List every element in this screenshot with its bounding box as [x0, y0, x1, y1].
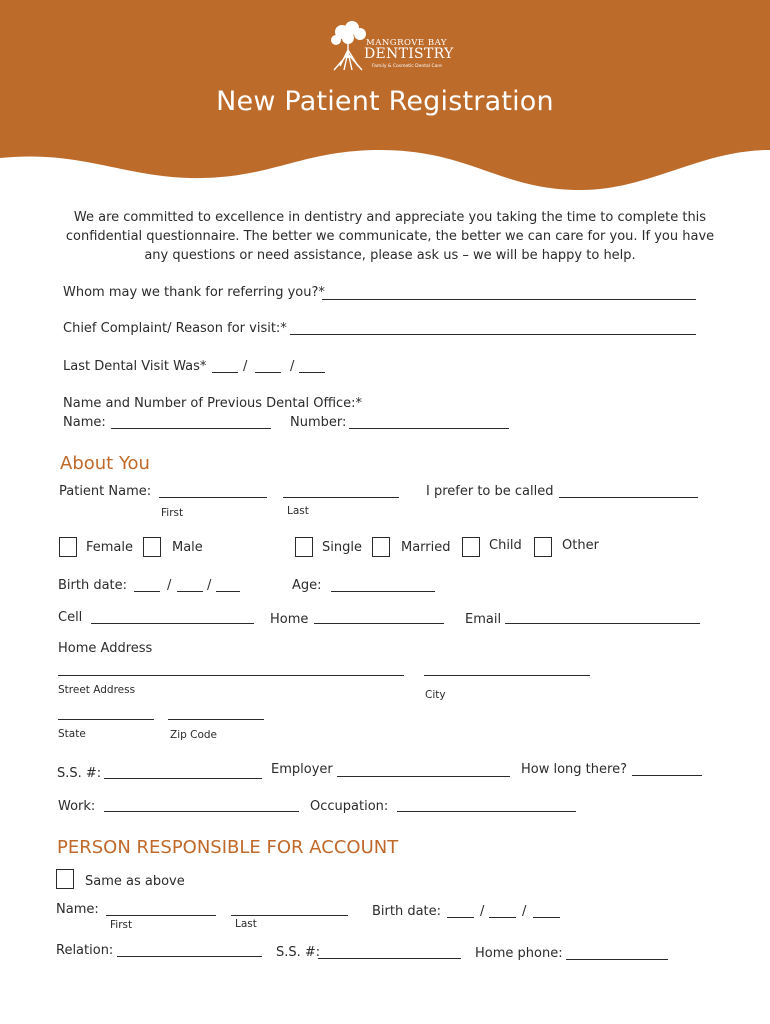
- last-visit-year-field[interactable]: [299, 372, 325, 373]
- male-checkbox[interactable]: [143, 537, 161, 557]
- first-caption: First: [110, 919, 133, 931]
- date-slash: /: [290, 359, 295, 374]
- relation-label: Relation:: [56, 943, 114, 958]
- last-visit-month-field[interactable]: [212, 372, 238, 373]
- date-slash: /: [167, 578, 172, 593]
- child-label: Child: [489, 538, 522, 553]
- date-slash: /: [480, 904, 485, 919]
- last-caption: Last: [235, 918, 257, 930]
- patient-first-name-field[interactable]: [159, 497, 267, 498]
- referral-label: Whom may we thank for referring you?*: [63, 285, 325, 300]
- responsible-name-label: Name:: [56, 902, 99, 917]
- about-you-heading: About You: [60, 453, 150, 474]
- home-address-label: Home Address: [58, 641, 153, 656]
- home-phone-field[interactable]: [314, 623, 444, 624]
- how-long-field[interactable]: [632, 775, 702, 776]
- zip-code-caption: Zip Code: [170, 729, 217, 741]
- cell-label: Cell: [58, 610, 83, 625]
- responsible-heading: PERSON RESPONSIBLE FOR ACCOUNT: [57, 837, 399, 858]
- single-checkbox[interactable]: [295, 537, 313, 557]
- ss-field[interactable]: [104, 778, 262, 779]
- referral-field[interactable]: [322, 299, 696, 300]
- patient-last-name-field[interactable]: [283, 497, 399, 498]
- responsible-birth-date-label: Birth date:: [372, 904, 442, 919]
- prev-office-name-field[interactable]: [111, 428, 271, 429]
- zip-code-field[interactable]: [168, 719, 264, 720]
- responsible-ss-label: S.S. #:: [276, 945, 321, 960]
- responsible-birth-month-field[interactable]: [447, 917, 474, 918]
- child-checkbox[interactable]: [462, 537, 480, 557]
- work-label: Work:: [58, 799, 96, 814]
- complaint-label: Chief Complaint/ Reason for visit:*: [63, 321, 287, 336]
- page-title: New Patient Registration: [216, 86, 554, 117]
- birth-month-field[interactable]: [134, 591, 160, 592]
- prev-office-name-label: Name:: [63, 415, 106, 430]
- birth-day-field[interactable]: [177, 591, 203, 592]
- brand-top-text: MANGROVE BAY: [366, 38, 447, 48]
- female-checkbox[interactable]: [59, 537, 77, 557]
- responsible-birth-day-field[interactable]: [489, 917, 516, 918]
- ss-label: S.S. #:: [57, 766, 102, 781]
- intro-paragraph: We are committed to excellence in dentistry and appreciate you taking the time to complete this confidential questionnaire. The better we communicate, the better we can care for you. If you have any questions or need assistance, please ask us – we will be happy to help.: [65, 210, 715, 263]
- preferred-name-label: I prefer to be called: [426, 484, 554, 499]
- work-phone-field[interactable]: [104, 811, 299, 812]
- prev-office-label: Name and Number of Previous Dental Office:*: [63, 396, 363, 411]
- first-caption: First: [161, 507, 184, 519]
- last-caption: Last: [287, 505, 309, 517]
- employer-label: Employer: [271, 762, 333, 777]
- home-phone-label: Home phone:: [475, 946, 563, 961]
- married-label: Married: [401, 540, 451, 555]
- birth-year-field[interactable]: [216, 591, 240, 592]
- married-checkbox[interactable]: [372, 537, 390, 557]
- prev-office-number-label: Number:: [290, 415, 347, 430]
- birth-date-label: Birth date:: [58, 578, 128, 593]
- other-label: Other: [562, 538, 599, 553]
- date-slash: /: [243, 359, 248, 374]
- last-visit-day-field[interactable]: [255, 372, 281, 373]
- same-as-above-checkbox[interactable]: [56, 869, 74, 889]
- responsible-home-phone-field[interactable]: [566, 959, 668, 960]
- responsible-birth-year-field[interactable]: [533, 917, 560, 918]
- responsible-first-name-field[interactable]: [106, 915, 216, 916]
- other-checkbox[interactable]: [534, 537, 552, 557]
- street-address-field[interactable]: [58, 675, 404, 676]
- date-slash: /: [522, 904, 527, 919]
- relation-field[interactable]: [117, 956, 262, 957]
- state-field[interactable]: [58, 719, 154, 720]
- occupation-field[interactable]: [397, 811, 576, 812]
- male-label: Male: [172, 540, 203, 555]
- responsible-ss-field[interactable]: [318, 958, 461, 959]
- prev-office-number-field[interactable]: [349, 428, 509, 429]
- female-label: Female: [86, 540, 134, 555]
- date-slash: /: [207, 578, 212, 593]
- last-visit-label: Last Dental Visit Was*: [63, 359, 207, 374]
- email-field[interactable]: [505, 623, 700, 624]
- responsible-last-name-field[interactable]: [231, 915, 348, 916]
- email-label: Email: [465, 612, 502, 627]
- street-address-caption: Street Address: [58, 684, 136, 696]
- age-field[interactable]: [331, 591, 435, 592]
- cell-field[interactable]: [91, 623, 254, 624]
- patient-name-label: Patient Name:: [59, 484, 152, 499]
- single-label: Single: [322, 540, 362, 555]
- employer-field[interactable]: [337, 776, 510, 777]
- age-label: Age:: [292, 578, 322, 593]
- complaint-field[interactable]: [290, 334, 696, 335]
- brand-tagline: Family & Cosmetic Dental Care: [372, 64, 442, 69]
- preferred-name-field[interactable]: [559, 497, 698, 498]
- city-field[interactable]: [424, 675, 590, 676]
- city-caption: City: [425, 689, 446, 701]
- brand-main-text: DENTISTRY: [364, 46, 454, 62]
- same-as-above-label: Same as above: [85, 874, 185, 889]
- occupation-label: Occupation:: [310, 799, 389, 814]
- state-caption: State: [58, 728, 86, 740]
- home-label: Home: [270, 612, 309, 627]
- how-long-label: How long there?: [521, 762, 627, 777]
